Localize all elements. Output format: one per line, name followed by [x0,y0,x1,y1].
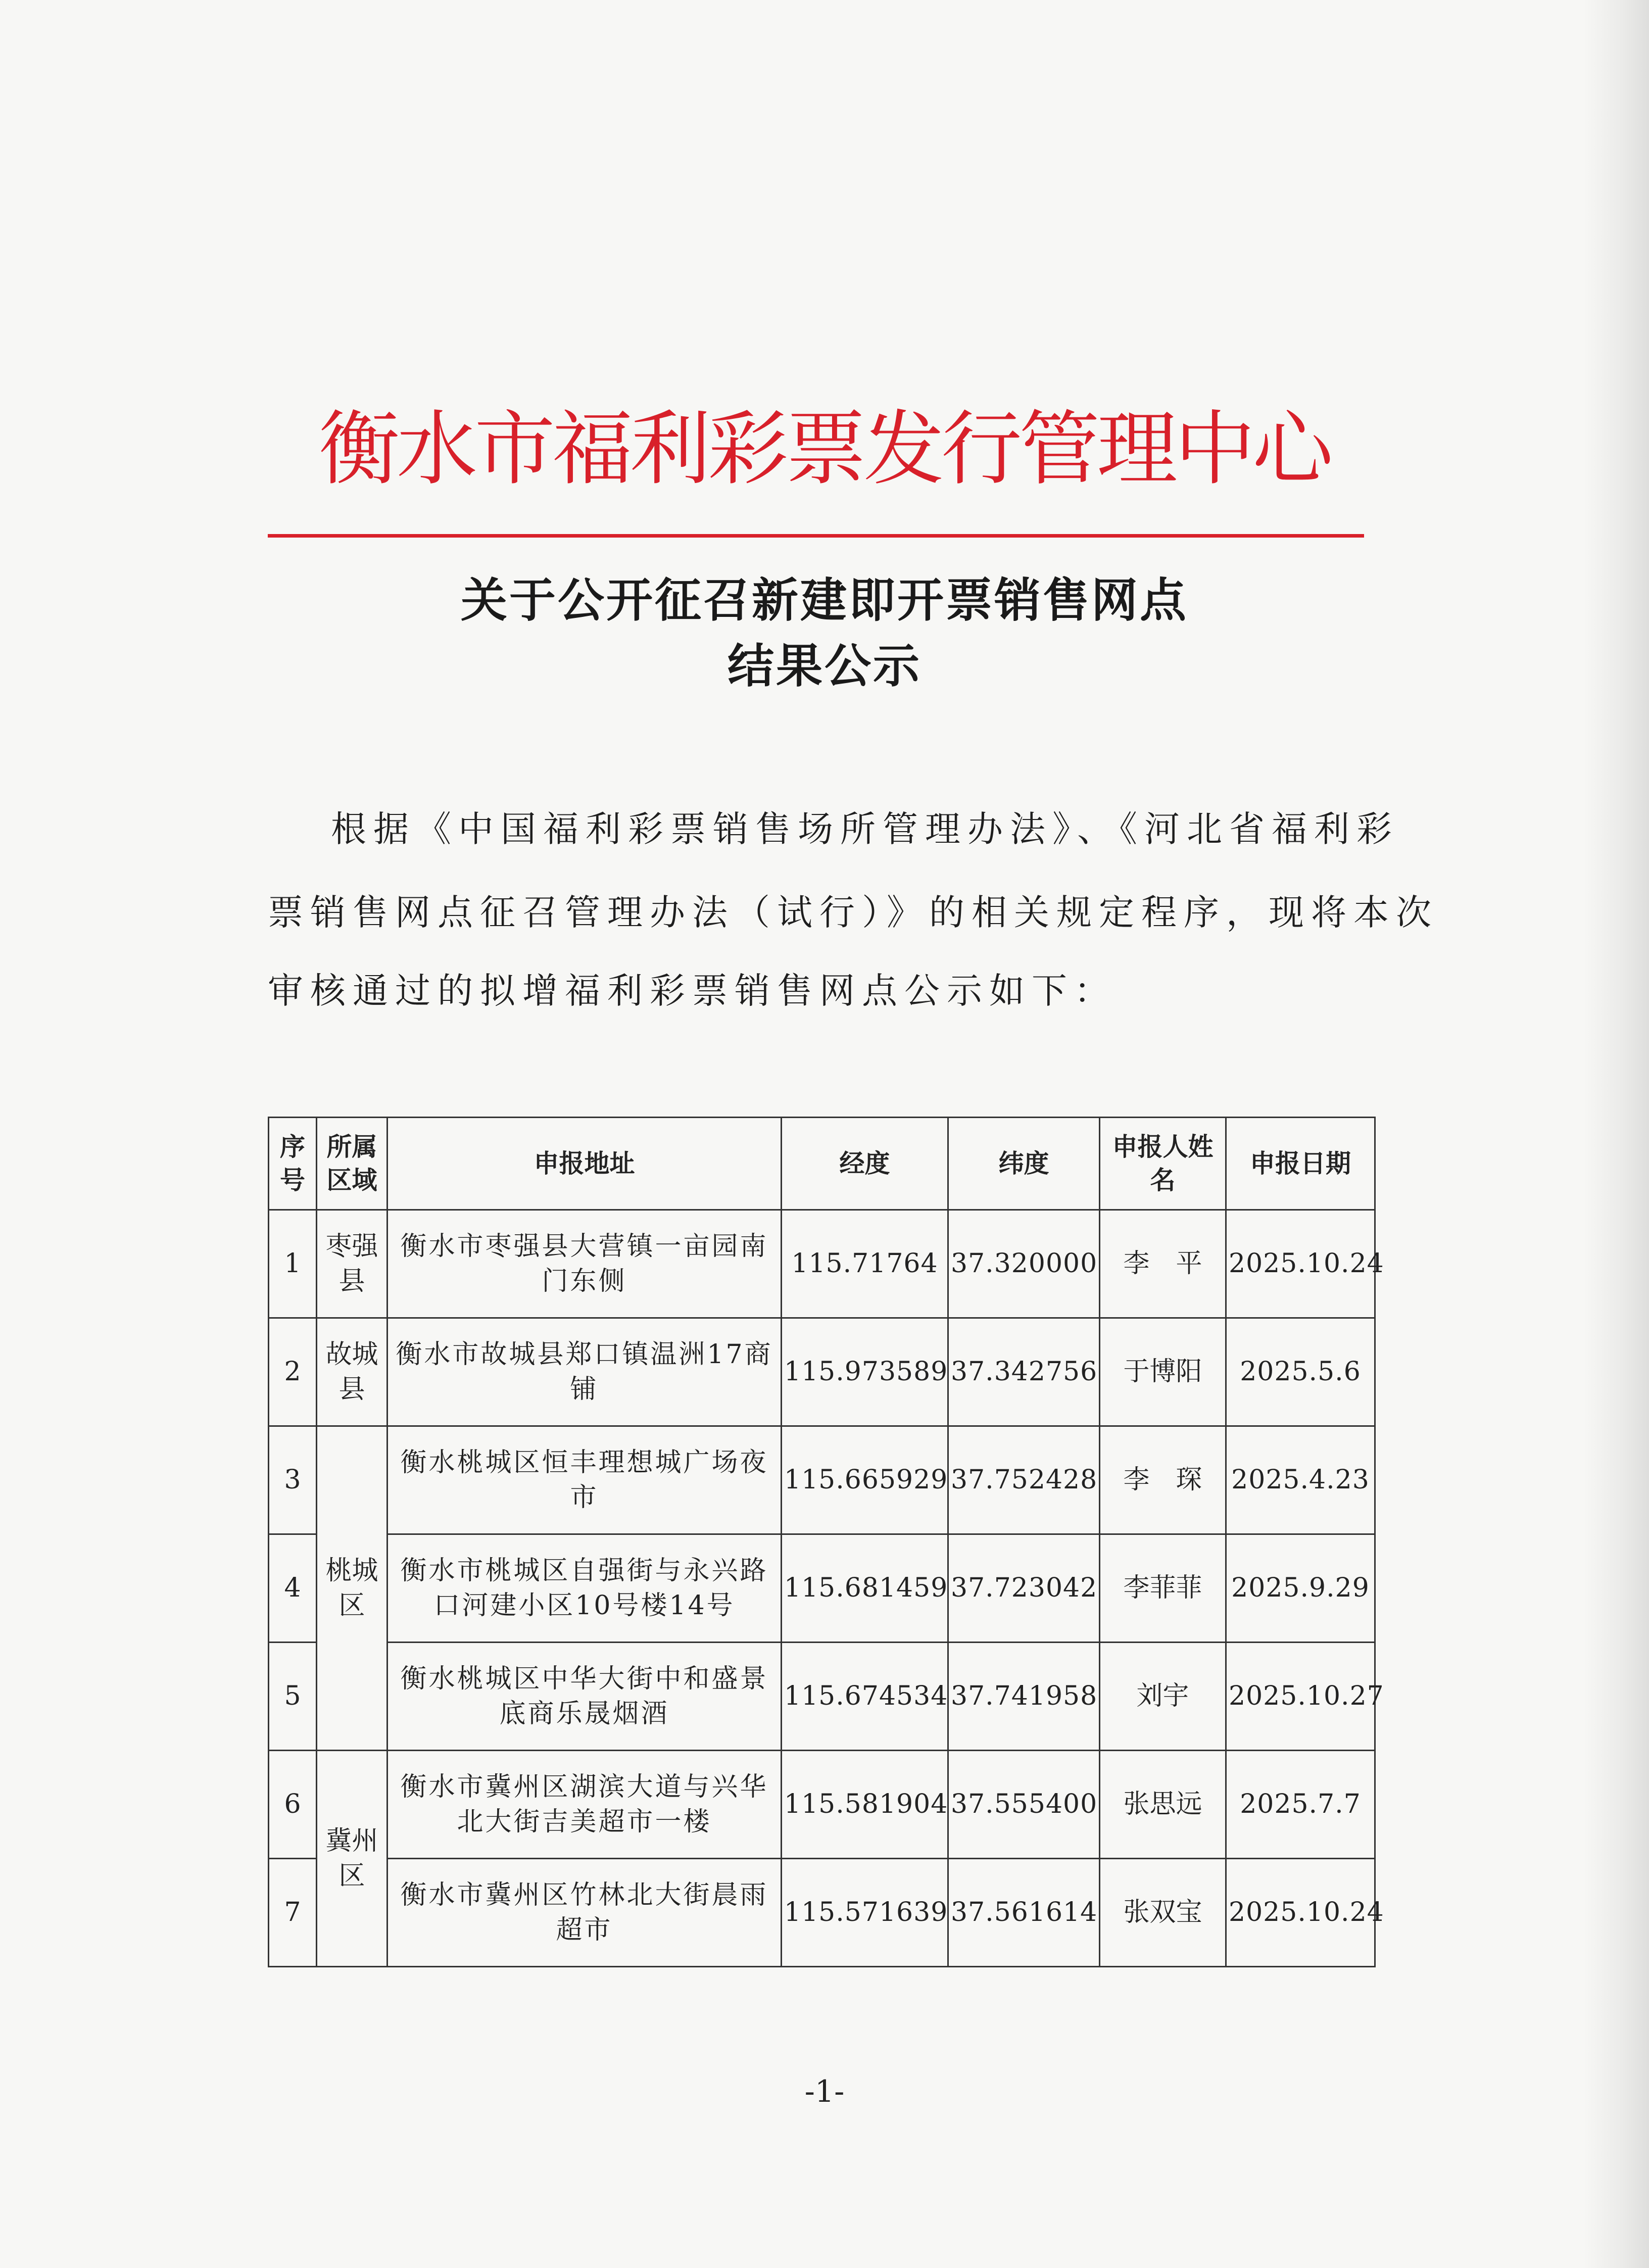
row-latitude: 37.741958 [948,1643,1100,1751]
row-latitude: 37.342756 [948,1318,1100,1426]
row-date: 2025.10.27 [1226,1643,1375,1751]
row-address: 衡水桃城区中华大街中和盛景底商乐晟烟酒 [387,1643,782,1751]
header-no: 序号 [269,1118,317,1210]
row-no: 5 [269,1643,317,1751]
row-date: 2025.10.24 [1226,1859,1375,1967]
row-applicant: 李 平 [1100,1210,1226,1318]
table-row [269,1751,1375,1859]
body-paragraph-line2: 票销售网点征召管理办法（试行）》的相关规定程序，现将本次 [268,892,1438,933]
row-applicant: 李 琛 [1100,1426,1226,1534]
row-address: 衡水桃城区恒丰理想城广场夜市 [387,1426,782,1534]
table-row [269,1210,1375,1318]
row-longitude: 115.581904 [782,1751,948,1859]
row-address: 衡水市冀州区湖滨大道与兴华北大街吉美超市一楼 [387,1751,782,1859]
row-district: 枣强县 [317,1210,387,1318]
row-longitude: 115.665929 [782,1426,948,1534]
row-date: 2025.10.24 [1226,1210,1375,1318]
row-address: 衡水市桃城区自强街与永兴路口河建小区10号楼14号 [387,1534,782,1643]
row-longitude: 115.71764 [782,1210,948,1318]
table-row [269,1318,1375,1426]
row-no: 2 [269,1318,317,1426]
row-applicant: 于博阳 [1100,1318,1226,1426]
row-date: 2025.9.29 [1226,1534,1375,1643]
row-date: 2025.5.6 [1226,1318,1375,1426]
row-address: 衡水市故城县郑口镇温洲17商铺 [387,1318,782,1426]
header-date: 申报日期 [1226,1118,1375,1210]
row-applicant: 刘宇 [1100,1643,1226,1751]
row-no: 7 [269,1859,317,1967]
page-edge-shadow [1583,0,1649,2268]
row-district: 故城县 [317,1318,387,1426]
row-applicant: 张思远 [1100,1751,1226,1859]
table-row [269,1534,1375,1643]
row-date: 2025.4.23 [1226,1426,1375,1534]
row-no: 4 [269,1534,317,1643]
row-no: 3 [269,1426,317,1534]
row-latitude: 37.752428 [948,1426,1100,1534]
table-row [269,1859,1375,1967]
outlet-table [268,1117,1384,1967]
row-applicant: 张双宝 [1100,1859,1226,1967]
row-latitude: 37.561614 [948,1859,1100,1967]
row-district: 冀州区 [317,1751,387,1967]
issuer-header: 衡水市福利彩票发行管理中心 [318,402,1330,496]
header-applicant: 申报人姓名 [1100,1118,1226,1210]
row-date: 2025.7.7 [1226,1751,1375,1859]
row-address: 衡水市冀州区竹林北大街晨雨超市 [387,1859,782,1967]
row-longitude: 115.681459 [782,1534,948,1643]
row-district: 桃城区 [317,1426,387,1751]
row-latitude: 37.320000 [948,1210,1100,1318]
table-header-row [269,1118,1375,1210]
row-no: 1 [269,1210,317,1318]
row-applicant: 李菲菲 [1100,1534,1226,1643]
row-address: 衡水市枣强县大营镇一亩园南门东侧 [387,1210,782,1318]
document-title-line1: 关于公开征召新建即开票销售网点 [460,573,1188,628]
header-district: 所属区域 [317,1118,387,1210]
table-row [269,1643,1375,1751]
red-divider [268,534,1364,538]
row-latitude: 37.723042 [948,1534,1100,1643]
row-no: 6 [269,1751,317,1859]
header-address: 申报地址 [387,1118,782,1210]
header-latitude: 纬度 [948,1118,1100,1210]
table-row [269,1426,1375,1534]
row-latitude: 37.555400 [948,1751,1100,1859]
page-number: -1- [804,2074,845,2109]
body-paragraph-line3: 审核通过的拟增福利彩票销售网点公示如下： [268,970,1117,1011]
document-title-line2: 结果公示 [727,639,922,693]
body-paragraph-line1: 根据《中国福利彩票销售场所管理办法》、《河北省福利彩 [331,808,1399,850]
row-longitude: 115.674534 [782,1643,948,1751]
row-longitude: 115.571639 [782,1859,948,1967]
row-longitude: 115.973589 [782,1318,948,1426]
header-longitude: 经度 [782,1118,948,1210]
